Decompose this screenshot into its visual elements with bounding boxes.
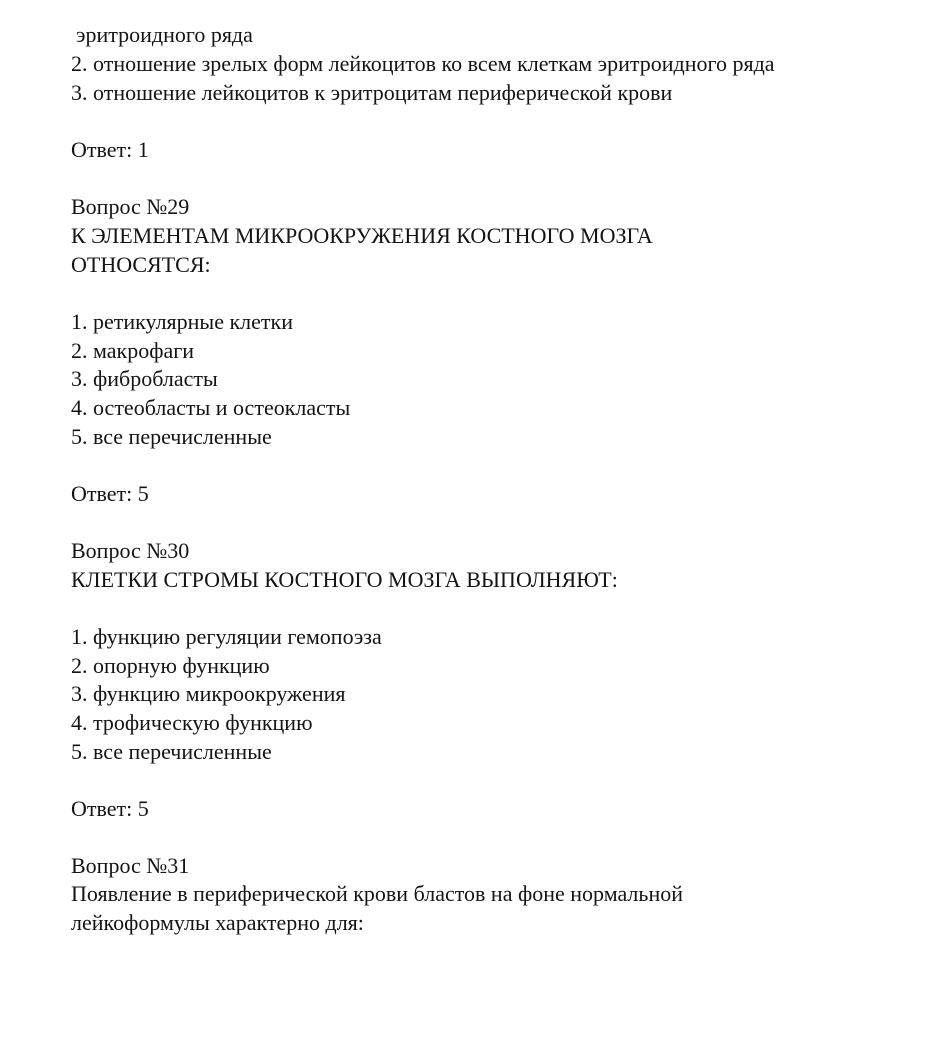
answer-line: Ответ: 5	[71, 481, 149, 506]
option-item: 5. все перечисленные	[71, 424, 272, 449]
answer-line: Ответ: 1	[71, 137, 149, 162]
option-item: 1. функцию регуляции гемопоэза	[71, 624, 382, 649]
question-header: Вопрос №29	[71, 194, 190, 219]
question-header: Вопрос №30	[71, 538, 190, 563]
option-item: 4. остеобласты и остеокласты	[71, 395, 351, 420]
question-text: Появление в периферической крови бластов на фоне нормальной	[71, 881, 683, 906]
question-header: Вопрос №31	[71, 853, 190, 878]
question-text: ОТНОСЯТСЯ:	[71, 252, 211, 277]
option-item: 5. все перечисленные	[71, 739, 272, 764]
option-item: 2. отношение зрелых форм лейкоцитов ко всем клеткам эритроидного ряда	[71, 51, 775, 76]
question-text: КЛЕТКИ СТРОМЫ КОСТНОГО МОЗГА ВЫПОЛНЯЮТ:	[71, 567, 618, 592]
question-text: лейкоформулы характерно для:	[71, 910, 364, 935]
option-item: 3. фибробласты	[71, 366, 218, 391]
option-item: 3. отношение лейкоцитов к эритроцитам периферической крови	[71, 80, 673, 105]
option-item: 1. ретикулярные клетки	[71, 309, 293, 334]
option-item: 4. трофическую функцию	[71, 710, 313, 735]
option-item: 2. опорную функцию	[71, 653, 270, 678]
question-text: К ЭЛЕМЕНТАМ МИКРООКРУЖЕНИЯ КОСТНОГО МОЗГА	[71, 223, 653, 248]
option-item: 2. макрофаги	[71, 338, 195, 363]
option-item: 3. функцию микроокружения	[71, 681, 346, 706]
continued-option-text: эритроидного ряда	[76, 22, 253, 47]
answer-line: Ответ: 5	[71, 796, 149, 821]
